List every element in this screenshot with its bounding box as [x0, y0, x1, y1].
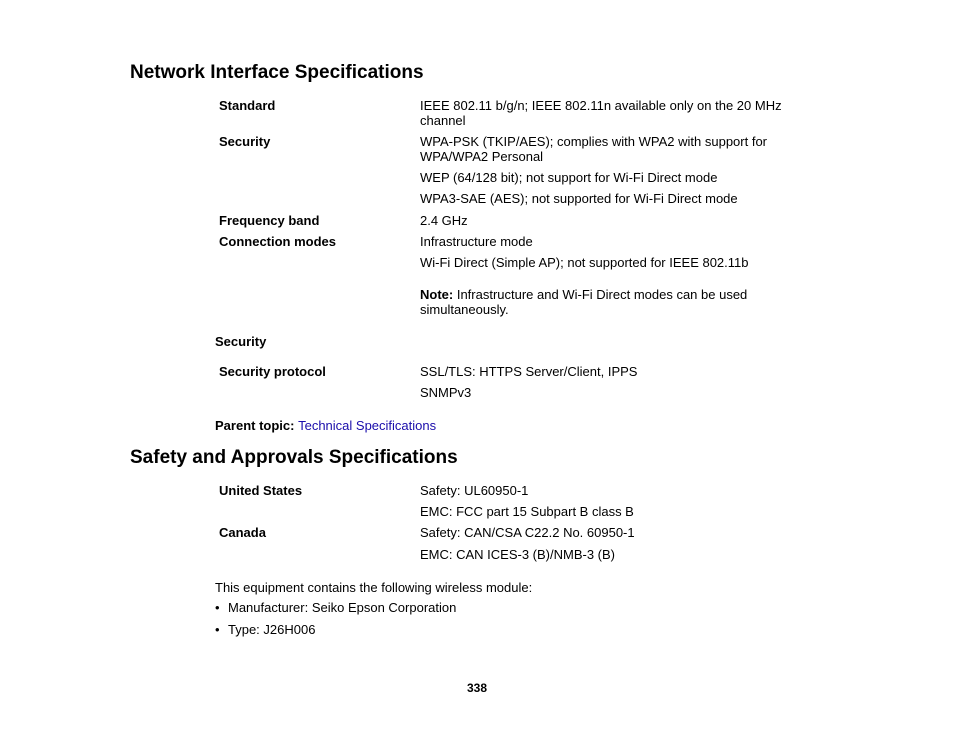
- spec-label-canada: Canada: [219, 525, 266, 540]
- safety-section-title: Safety and Approvals Specifications: [130, 447, 458, 468]
- spec-value-frequency-band: 2.4 GHz: [420, 213, 468, 228]
- bullet-icon: •: [215, 600, 220, 615]
- parent-topic-label: Parent topic:: [215, 418, 295, 433]
- spec-value-security-1: WPA-PSK (TKIP/AES); complies with WPA2 with support for WPA/WPA2 Personal: [420, 134, 768, 164]
- spec-value-connection-modes-2: Wi-Fi Direct (Simple AP); not supported for IEEE 802.11b: [420, 255, 749, 270]
- parent-topic-link[interactable]: Technical Specifications: [298, 418, 437, 433]
- network-section-title: Network Interface Specifications: [130, 62, 424, 83]
- spec-value-connection-modes-1: Infrastructure mode: [420, 234, 533, 249]
- spec-label-frequency-band: Frequency band: [219, 213, 320, 228]
- spec-value-standard: IEEE 802.11 b/g/n; IEEE 802.11n available only on the 20 MHz channel: [420, 98, 782, 128]
- spec-label-connection-modes: Connection modes: [219, 234, 337, 249]
- list-item-text: Manufacturer: Seiko Epson Corporation: [228, 600, 457, 615]
- list-item: [215, 622, 315, 637]
- spec-value-security-protocol-1: SSL/TLS: HTTPS Server/Client, IPPS: [420, 364, 638, 379]
- spec-value-security-protocol-2: SNMPv3: [420, 385, 472, 400]
- wireless-module-intro: This equipment contains the following wireless module:: [215, 580, 533, 595]
- list-item: [215, 600, 456, 615]
- note-label: Note:: [420, 287, 454, 302]
- spec-value-security-2: WEP (64/128 bit); not support for Wi-Fi Direct mode: [420, 170, 718, 185]
- spec-value-united-states-2: EMC: FCC part 15 Subpart B class B: [420, 504, 634, 519]
- spec-label-united-states: United States: [219, 483, 303, 498]
- spec-value-united-states-1: Safety: UL60950-1: [420, 483, 529, 498]
- spec-value-canada-2: EMC: CAN ICES-3 (B)/NMB-3 (B): [420, 547, 616, 562]
- note-text: Infrastructure and Wi-Fi Direct modes can be used simultaneously.: [420, 287, 748, 317]
- bullet-icon: •: [215, 622, 220, 637]
- security-subheading: Security: [215, 334, 267, 349]
- parent-topic: [215, 418, 436, 433]
- spec-label-standard: Standard: [219, 98, 276, 113]
- spec-label-security-protocol: Security protocol: [219, 364, 326, 379]
- spec-value-security-3: WPA3-SAE (AES); not supported for Wi-Fi Direct mode: [420, 191, 738, 206]
- list-item-text: Type: J26H006: [228, 622, 316, 637]
- spec-label-security: Security: [219, 134, 271, 149]
- connection-note: [420, 287, 770, 317]
- spec-value-canada-1: Safety: CAN/CSA C22.2 No. 60950-1: [420, 525, 635, 540]
- page-number: 338: [466, 681, 488, 695]
